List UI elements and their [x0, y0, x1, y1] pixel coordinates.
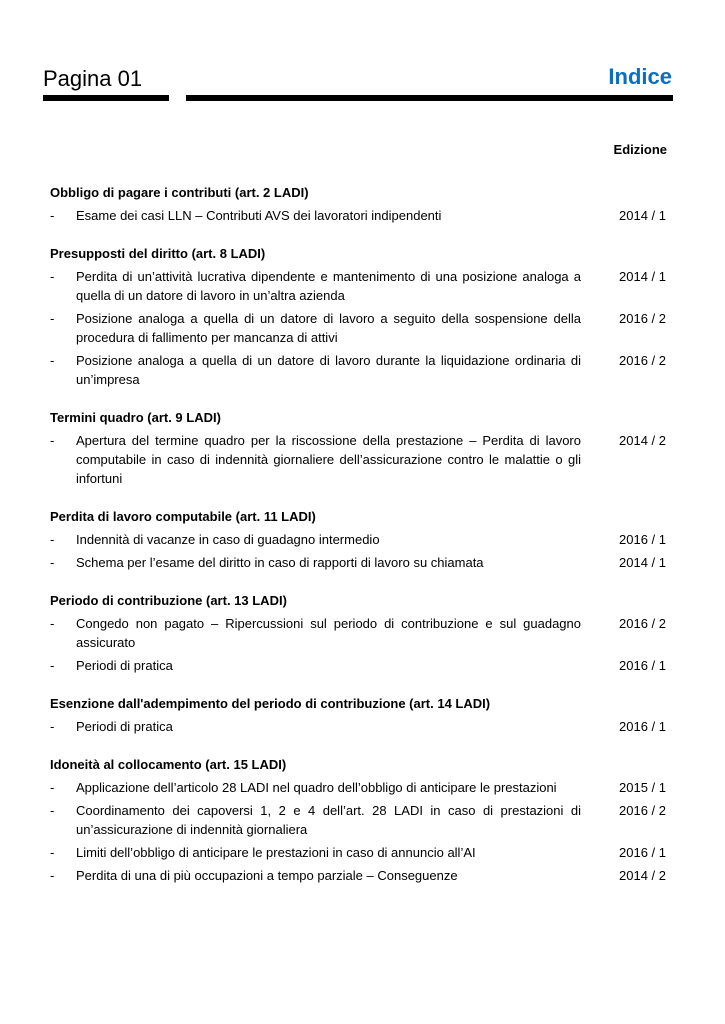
entry-edition: 2016 / 2: [619, 803, 666, 818]
entry-edition: 2016 / 1: [619, 532, 666, 547]
section-title: Idoneità al collocamento (art. 15 LADI): [50, 757, 287, 772]
index-section: [50, 591, 667, 675]
entry-text: Indennità di vacanze in caso di guadagno intermedio: [76, 532, 380, 547]
entry-dash: -: [50, 555, 55, 570]
entry-text: Schema per l’esame del diritto in caso di rapporti di lavoro su chiamata: [76, 555, 484, 570]
index-entry[interactable]: [50, 778, 667, 797]
entry-edition: 2016 / 2: [619, 353, 666, 368]
section-title: Presupposti del diritto (art. 8 LADI): [50, 246, 266, 261]
entry-edition: 2014 / 2: [619, 433, 666, 448]
index-entry[interactable]: [50, 656, 667, 675]
entry-text: Periodi di pratica: [76, 719, 173, 734]
index-entry[interactable]: [50, 206, 667, 225]
entry-text: Coordinamento dei capoversi 1, 2 e 4 dell’art. 28 LADI in caso di prestazioni di un’assicurazione di indennità giornaliera: [76, 803, 581, 837]
index-entry[interactable]: [50, 843, 667, 862]
entry-text: Periodi di pratica: [76, 658, 173, 673]
index-section: [50, 755, 667, 885]
index-section: [50, 694, 667, 736]
section-title: Termini quadro (art. 9 LADI): [50, 410, 221, 425]
entry-text: Limiti dell’obbligo di anticipare le prestazioni in caso di annuncio all’AI: [76, 845, 476, 860]
entry-edition: 2014 / 1: [619, 555, 666, 570]
entry-edition: 2015 / 1: [619, 780, 666, 795]
entry-edition: 2016 / 1: [619, 845, 666, 860]
section-title: Esenzione dall'adempimento del periodo di contribuzione (art. 14 LADI): [50, 696, 491, 711]
index-section: [50, 244, 667, 389]
entry-text: Perdita di un’attività lucrativa dipendente e mantenimento di una posizione analoga a quella di un datore di lavoro in un’altra azienda: [76, 269, 581, 303]
index-entry[interactable]: [50, 309, 667, 347]
index-entry[interactable]: [50, 553, 667, 572]
entry-text: Congedo non pagato – Ripercussioni sul periodo di contribuzione e sul guadagno assicurato: [76, 616, 581, 650]
entry-edition: 2014 / 2: [619, 868, 666, 883]
entry-dash: -: [50, 433, 55, 448]
index-entry[interactable]: [50, 866, 667, 885]
index-entry[interactable]: [50, 530, 667, 549]
entry-dash: -: [50, 208, 55, 223]
entry-dash: -: [50, 616, 55, 631]
entry-edition: 2014 / 1: [619, 208, 666, 223]
entry-edition: 2016 / 1: [619, 658, 666, 673]
entry-dash: -: [50, 532, 55, 547]
entry-dash: -: [50, 719, 55, 734]
entry-edition: 2016 / 2: [619, 311, 666, 326]
page-number: Pagina 01: [43, 66, 143, 91]
entry-dash: -: [50, 803, 55, 818]
entry-dash: -: [50, 658, 55, 673]
edition-column-header: Edizione: [613, 142, 667, 157]
header-rule-left: [43, 95, 169, 101]
entry-text: Perdita di una di più occupazioni a tempo parziale – Conseguenze: [76, 868, 458, 883]
entry-dash: -: [50, 780, 55, 795]
entry-text: Applicazione dell’articolo 28 LADI nel quadro dell’obbligo di anticipare le prestazioni: [76, 780, 557, 795]
entry-dash: -: [50, 353, 55, 368]
section-title: Perdita di lavoro computabile (art. 11 LADI): [50, 509, 316, 524]
index-entry[interactable]: [50, 717, 667, 736]
entry-dash: -: [50, 311, 55, 326]
entry-edition: 2014 / 1: [619, 269, 666, 284]
entry-dash: -: [50, 868, 55, 883]
header-rule-right: [186, 95, 673, 101]
entry-dash: -: [50, 845, 55, 860]
entry-text: Posizione analoga a quella di un datore di lavoro a seguito della sospensione della procedura di fallimento per mancanza di attivi: [76, 311, 581, 345]
page-title: Indice: [608, 64, 672, 89]
entry-edition: 2016 / 1: [619, 719, 666, 734]
section-title: Obbligo di pagare i contributi (art. 2 LADI): [50, 185, 309, 200]
entry-text: Apertura del termine quadro per la riscossione della prestazione – Perdita di lavoro computabile in caso di indennità giornaliere dell’assicurazione contro le malattie o gli infortuni: [76, 433, 581, 486]
index-section: [50, 183, 667, 225]
index-entry[interactable]: [50, 801, 667, 839]
entry-text: Posizione analoga a quella di un datore di lavoro durante la liquidazione ordinaria di un’impresa: [76, 353, 581, 387]
index-content: [50, 183, 667, 904]
entry-dash: -: [50, 269, 55, 284]
entry-text: Esame dei casi LLN – Contributi AVS dei lavoratori indipendenti: [76, 208, 442, 223]
entry-edition: 2016 / 2: [619, 616, 666, 631]
index-section: [50, 408, 667, 488]
index-entry[interactable]: [50, 267, 667, 305]
index-entry[interactable]: [50, 614, 667, 652]
section-title: Periodo di contribuzione (art. 13 LADI): [50, 593, 287, 608]
index-entry[interactable]: [50, 351, 667, 389]
index-entry[interactable]: [50, 431, 667, 488]
index-section: [50, 507, 667, 572]
